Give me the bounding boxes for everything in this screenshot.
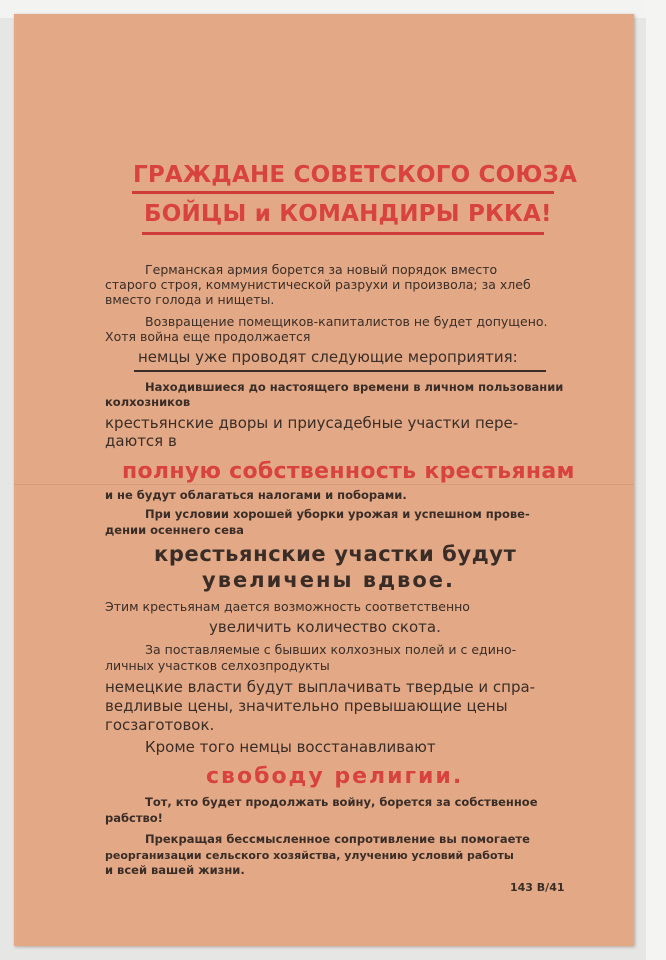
paragraph-4-line-1: При условии хорошей уборки урожая и успешном прове-: [145, 507, 530, 521]
paragraph-3-line-5: и не будут облагаться налогами и поборами.: [105, 488, 407, 502]
paragraph-7-line-1: Кроме того немцы восстанавливают: [145, 738, 436, 756]
paragraph-1-line-1: Германская армия борется за новый порядок вместо: [145, 262, 498, 277]
paragraph-6-line-1: За поставляемые с бывших колхозных полей и с едино-: [145, 642, 517, 657]
paragraph-2-line-3: немцы уже проводят следующие мероприятия:: [138, 348, 518, 366]
paragraph-3-line-4: даются в: [105, 432, 177, 450]
paragraph-4-big-line-1: крестьянские участки будут: [154, 542, 517, 566]
measures-underline: [134, 370, 546, 372]
paragraph-5-line-1: Этим крестьянам дается возможность соответственно: [105, 599, 470, 614]
title-line-2: БОЙЦЫ и КОМАНДИРЫ РККА!: [144, 201, 552, 227]
paragraph-5-line-2: увеличить количество скота.: [209, 618, 441, 636]
title-line-1: ГРАЖДАНЕ СОВЕТСКОГО СОЮЗА: [133, 162, 578, 188]
paragraph-9-line-1: Прекращая бессмысленное сопротивление вы помогаете: [145, 832, 530, 846]
paragraph-6-line-4: ведливые цены, значительно превышающие цены: [105, 697, 508, 715]
paragraph-7-red-emphasis: свободу религии.: [206, 764, 464, 789]
paragraph-3-line-2: колхозников: [105, 395, 191, 409]
paragraph-3-line-3: крестьянские дворы и приусадебные участки пере-: [105, 414, 519, 432]
paragraph-9-line-2: реорганизации сельского хозяйства, улучению условий работы: [105, 849, 514, 862]
paragraph-4-line-2: дении осеннего сева: [105, 523, 244, 537]
paragraph-6-line-2: личных участков селхозпродукты: [105, 658, 330, 673]
title-underline-2: [142, 232, 544, 235]
paragraph-4-big-line-2: увеличены вдвое.: [202, 568, 455, 592]
paper-fold: [14, 484, 634, 485]
paragraph-6-line-3: немецкие власти будут выплачивать твердые и спра-: [105, 678, 536, 696]
paragraph-3-red-emphasis: полную собственность крестьянам: [122, 459, 575, 484]
scan-background-right: [646, 0, 666, 960]
paragraph-9-line-3: и всей вашей жизни.: [105, 863, 245, 877]
paragraph-6-line-5: госзаготовок.: [105, 716, 215, 734]
paragraph-3-line-1: Находившиеся до настоящего времени в личном пользовании: [145, 380, 564, 394]
paragraph-2-line-1: Возвращение помещиков-капиталистов не будет допущено.: [145, 314, 548, 329]
paragraph-1-line-3: вместо голода и нищеты.: [105, 292, 275, 307]
title-underline-1: [132, 191, 554, 194]
paragraph-8-line-1: Тот, кто будет продолжать войну, борется за собственное: [145, 795, 538, 809]
paragraph-1-line-2: старого строя, коммунистической разрухи и произвола; за хлеб: [105, 277, 531, 292]
paragraph-8-line-2: рабство!: [105, 811, 163, 825]
print-code: 143 В/41: [510, 881, 565, 894]
paragraph-2-line-2: Хотя война еще продолжается: [105, 329, 311, 344]
leaflet-sheet: [14, 14, 634, 946]
